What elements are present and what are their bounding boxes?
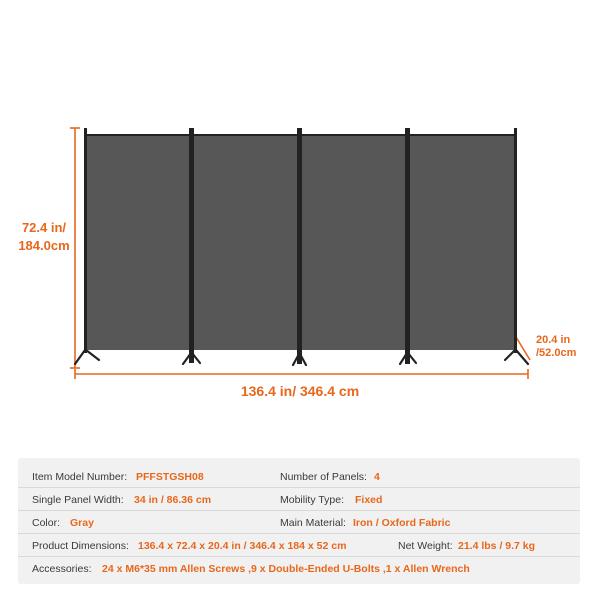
height-dimension-label: [4, 219, 84, 255]
mobility-value: Fixed: [355, 494, 383, 506]
product-dimensions-label: Product Dimensions:: [32, 540, 129, 552]
panel-width-value: 34 in / 86.36 cm: [134, 494, 212, 506]
spec-row-model: [18, 466, 580, 488]
item-model-label: Item Model Number:: [32, 471, 128, 483]
mobility-label: Mobility Type:: [280, 494, 344, 506]
spec-row-dimensions: [18, 535, 580, 557]
depth-label-line-2: /52.0cm: [536, 347, 577, 359]
height-label-line-2: 184.0cm: [18, 238, 70, 253]
product-dimensions-value: 136.4 x 72.4 x 20.4 in / 346.4 x 184 x 52 cm: [138, 540, 347, 552]
net-weight-value: 21.4 lbs / 9.7 kg: [458, 540, 536, 552]
top-rail: [84, 134, 517, 136]
specifications-table: [18, 458, 580, 584]
width-dimension-label: 136.4 in/ 346.4 cm: [240, 383, 360, 399]
post-1: [84, 128, 87, 353]
post-3: [297, 128, 302, 364]
accessories-value: 24 x M6*35 mm Allen Screws ,9 x Double-Ended U-Bolts ,1 x Allen Wrench: [102, 563, 470, 575]
panel-3: [302, 136, 405, 350]
spec-row-width: [18, 489, 580, 511]
panel-2: [194, 136, 297, 350]
color-label: Color:: [32, 517, 61, 529]
foot-5b: [516, 350, 528, 364]
panel-4: [410, 136, 514, 350]
spec-row-color: [18, 512, 580, 534]
foot-1b: [86, 350, 99, 360]
panels-label: Number of Panels:: [280, 471, 367, 483]
foot-1a: [75, 350, 85, 364]
post-2: [189, 128, 194, 363]
item-model-value: PFFSTGSH08: [136, 471, 204, 483]
panel-1: [87, 136, 189, 350]
post-4: [405, 128, 410, 364]
post-5: [514, 128, 517, 353]
depth-dimension-label: [536, 334, 600, 360]
spec-row-accessories: [18, 558, 580, 580]
material-value: Iron / Oxford Fabric: [353, 517, 451, 529]
panel-width-label: Single Panel Width:: [32, 494, 124, 506]
depth-label-line-1: 20.4 in: [536, 334, 571, 346]
color-value: Gray: [70, 517, 94, 529]
panels-value: 4: [374, 471, 380, 483]
foot-5a: [505, 350, 515, 360]
accessories-label: Accessories:: [32, 563, 92, 575]
height-label-line-1: 72.4 in/: [21, 220, 67, 235]
net-weight-label: Net Weight:: [398, 540, 453, 552]
material-label: Main Material:: [280, 517, 346, 529]
